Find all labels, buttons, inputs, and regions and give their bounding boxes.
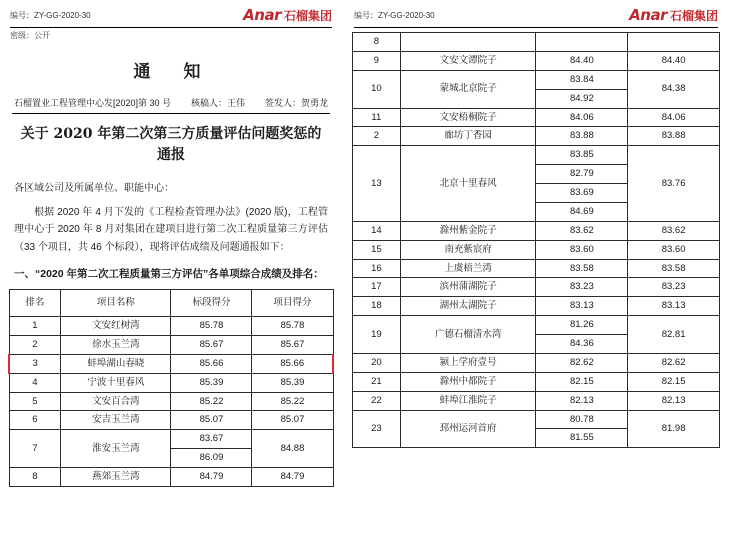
cell-project-score: 81.98 [628, 410, 720, 448]
cell-project-name: 宁波十里春风 [61, 373, 171, 392]
cell-section-score: 82.15 [536, 372, 628, 391]
brand-mark-icon: Anar [243, 6, 281, 24]
table-row [353, 240, 720, 259]
table-row [353, 108, 720, 127]
table-row [353, 410, 720, 429]
cell-section-score: 82.79 [536, 165, 628, 184]
cell-rank: 15 [353, 240, 401, 259]
cell-rank: 9 [353, 51, 401, 70]
table-row [353, 259, 720, 278]
cell-project-score: 83.76 [628, 146, 720, 222]
cell-project-name: 蒙城北京院子 [400, 70, 536, 108]
cell-rank: 5 [9, 392, 61, 411]
cell-project-name: 湖州太湖院子 [400, 297, 536, 316]
column-header-project-score: 项目得分 [252, 290, 333, 317]
cell-project-name: 文安百合湾 [61, 392, 171, 411]
header-divider [10, 27, 332, 28]
cell-project-score: 83.23 [628, 278, 720, 297]
cell-section-score: 81.26 [536, 316, 628, 335]
cell-section-score: 83.84 [536, 70, 628, 89]
cell-rank: 18 [353, 297, 401, 316]
ranking-table-left [8, 289, 334, 487]
cell-project-name: 南充紫宸府 [400, 240, 536, 259]
table-row [353, 372, 720, 391]
cell-project-name: 滨州蒲湖院子 [400, 278, 536, 297]
cell-section-score: 83.67 [171, 430, 252, 449]
cell-project-name: 文安梧桐院子 [400, 108, 536, 127]
cell-section-score: 84.06 [536, 108, 628, 127]
table-header-row [9, 290, 333, 317]
cell-project-score: 82.81 [628, 316, 720, 354]
cell-project-name: 滁州紫金院子 [400, 221, 536, 240]
section-heading: 一、“2020 年第二次工程质量第三方评估”各单项综合成绩及排名： [14, 268, 324, 280]
cell-section-score: 85.07 [171, 411, 252, 430]
cell-section-score: 86.09 [171, 449, 252, 468]
cell-project-score: 85.22 [252, 392, 333, 411]
table-row-highlighted [9, 354, 333, 373]
table-row [353, 391, 720, 410]
table-row [353, 127, 720, 146]
cell-project-score: 83.62 [628, 221, 720, 240]
cell-project-score: 85.78 [252, 317, 333, 336]
table-row [353, 221, 720, 240]
cell-rank: 20 [353, 353, 401, 372]
cell-project-score: 83.58 [628, 259, 720, 278]
cell-section-score: 83.23 [536, 278, 628, 297]
issuer-number: 石榴置业工程管理中心发[2020]第 30 号 [14, 98, 172, 108]
table-row [353, 70, 720, 89]
meta-divider [12, 113, 330, 114]
cell-section-score: 83.13 [536, 297, 628, 316]
cell-section-score: 84.40 [536, 51, 628, 70]
cell-project-score: 83.13 [628, 297, 720, 316]
document-code: 编号：ZY-GG-2020-30 [10, 10, 91, 20]
cell-rank: 2 [353, 127, 401, 146]
cell-section-score: 85.39 [171, 373, 252, 392]
company-logo [243, 6, 332, 24]
cell-rank: 14 [353, 221, 401, 240]
cell-section-score: 82.62 [536, 353, 628, 372]
cell-project-score: 84.88 [252, 430, 333, 468]
table-row [9, 411, 333, 430]
cell-section-score: 85.78 [171, 317, 252, 336]
notice-title: 通 知 [133, 62, 209, 82]
cell-rank: 23 [353, 410, 401, 448]
document-code: 编号：ZY-GG-2020-30 [354, 10, 435, 20]
cell-project-score: 82.15 [628, 372, 720, 391]
cell-project-score: 83.88 [628, 127, 720, 146]
cell-project-name: 廊坊丁香园 [400, 127, 536, 146]
document-meta [8, 96, 334, 109]
cell-project-score: 82.62 [628, 353, 720, 372]
cell-section-score: 84.92 [536, 89, 628, 108]
cell-project-score: 83.60 [628, 240, 720, 259]
cell-project-score [628, 33, 720, 52]
cell-rank: 3 [9, 354, 61, 373]
cell-section-score: 85.67 [171, 335, 252, 354]
cell-rank: 17 [353, 278, 401, 297]
cell-section-score: 84.79 [171, 468, 252, 487]
cell-rank: 13 [353, 146, 401, 222]
cell-section-score: 85.22 [171, 392, 252, 411]
cell-section-score: 83.58 [536, 259, 628, 278]
table-row [353, 297, 720, 316]
cell-project-name: 淮安玉兰湾 [61, 430, 171, 468]
cell-project-name: 上虞梧兰湾 [400, 259, 536, 278]
cell-rank: 1 [9, 317, 61, 336]
cell-rank: 22 [353, 391, 401, 410]
cell-section-score: 83.62 [536, 221, 628, 240]
table-row [353, 51, 720, 70]
salutation: 各区域公司及所属单位、职能中心： [14, 183, 174, 194]
company-logo [629, 6, 718, 24]
cell-project-score: 85.67 [252, 335, 333, 354]
cell-rank: 11 [353, 108, 401, 127]
cell-project-name: 颍上学府壹号 [400, 353, 536, 372]
table-row [9, 373, 333, 392]
cell-section-score: 83.69 [536, 184, 628, 203]
cell-section-score: 80.78 [536, 410, 628, 429]
cell-project-name: 安吉玉兰湾 [61, 411, 171, 430]
cell-project-name: 广德石榴清水湾 [400, 316, 536, 354]
secrecy-level: 密级：公开 [10, 31, 50, 40]
cell-project-score: 84.06 [628, 108, 720, 127]
cell-section-score: 83.88 [536, 127, 628, 146]
cell-project-name: 燕郊玉兰湾 [61, 468, 171, 487]
cell-rank: 19 [353, 316, 401, 354]
table-row [9, 317, 333, 336]
cell-rank: 16 [353, 259, 401, 278]
cell-project-name: 文安红树湾 [61, 317, 171, 336]
page-header-right [352, 4, 720, 26]
cell-section-score: 85.66 [171, 354, 252, 373]
table-row [9, 335, 333, 354]
brand-name: 石榴集团 [283, 8, 332, 23]
cell-project-score: 85.07 [252, 411, 333, 430]
cell-rank: 4 [9, 373, 61, 392]
cell-section-score: 84.69 [536, 202, 628, 221]
cell-rank: 10 [353, 70, 401, 108]
column-header-project-name: 项目名称 [61, 290, 171, 317]
cell-project-name: 北京十里春风 [400, 146, 536, 222]
brand-mark-icon: Anar [629, 6, 667, 24]
table-row [353, 146, 720, 165]
cell-project-score: 84.40 [628, 51, 720, 70]
cell-project-score: 84.79 [252, 468, 333, 487]
cell-rank: 8 [9, 468, 61, 487]
cell-project-score: 85.39 [252, 373, 333, 392]
cell-rank: 2 [9, 335, 61, 354]
cell-project-score: 82.13 [628, 391, 720, 410]
cell-project-score: 84.38 [628, 70, 720, 108]
cell-project-name [400, 33, 536, 52]
cell-rank: 8 [353, 33, 401, 52]
table-row [353, 278, 720, 297]
column-header-rank: 排名 [9, 290, 61, 317]
document-page-right [348, 0, 726, 557]
cell-project-name: 邳州运河首府 [400, 410, 536, 448]
table-row [353, 33, 720, 52]
cell-section-score [536, 33, 628, 52]
cell-project-name: 蚌埠湖山春晓 [61, 354, 171, 373]
cell-project-score: 85.66 [252, 354, 333, 373]
cell-rank: 21 [353, 372, 401, 391]
body-paragraph: 根据 2020 年 4 月下发的《工程检查管理办法》(2020 版)，工程管理中心于 2020 年 8 月对集团在建项目进行第二次工程质量第三方评估（33 个项目，共 46 个标段），现将评估成绩及问题通报如下： [14, 206, 328, 253]
cell-project-name: 滁州中都院子 [400, 372, 536, 391]
cell-project-name: 徐水玉兰湾 [61, 335, 171, 354]
page-title: 关于 2020 年第二次第三方质量评估问题奖惩的通报 [20, 126, 322, 163]
table-row [9, 468, 333, 487]
cell-rank: 7 [9, 430, 61, 468]
cell-project-name: 文安文谭院子 [400, 51, 536, 70]
cell-rank: 6 [9, 411, 61, 430]
ranking-table-right [352, 32, 720, 448]
page-header-left [8, 4, 334, 26]
table-row [353, 316, 720, 335]
header-divider [354, 27, 718, 28]
table-row [9, 430, 333, 449]
table-row [353, 353, 720, 372]
cell-section-score: 82.13 [536, 391, 628, 410]
table-row [9, 392, 333, 411]
document-page-left [0, 0, 342, 557]
column-header-section-score: 标段得分 [171, 290, 252, 317]
cell-project-name: 蚌埠江淮院子 [400, 391, 536, 410]
signer-name: 签发人：贺勇龙 [264, 98, 328, 108]
cell-section-score: 83.85 [536, 146, 628, 165]
reviewer-name: 核稿人：王伟 [191, 98, 246, 108]
brand-name: 石榴集团 [669, 8, 718, 23]
cell-section-score: 83.60 [536, 240, 628, 259]
cell-section-score: 84.36 [536, 335, 628, 354]
cell-section-score: 81.55 [536, 429, 628, 448]
